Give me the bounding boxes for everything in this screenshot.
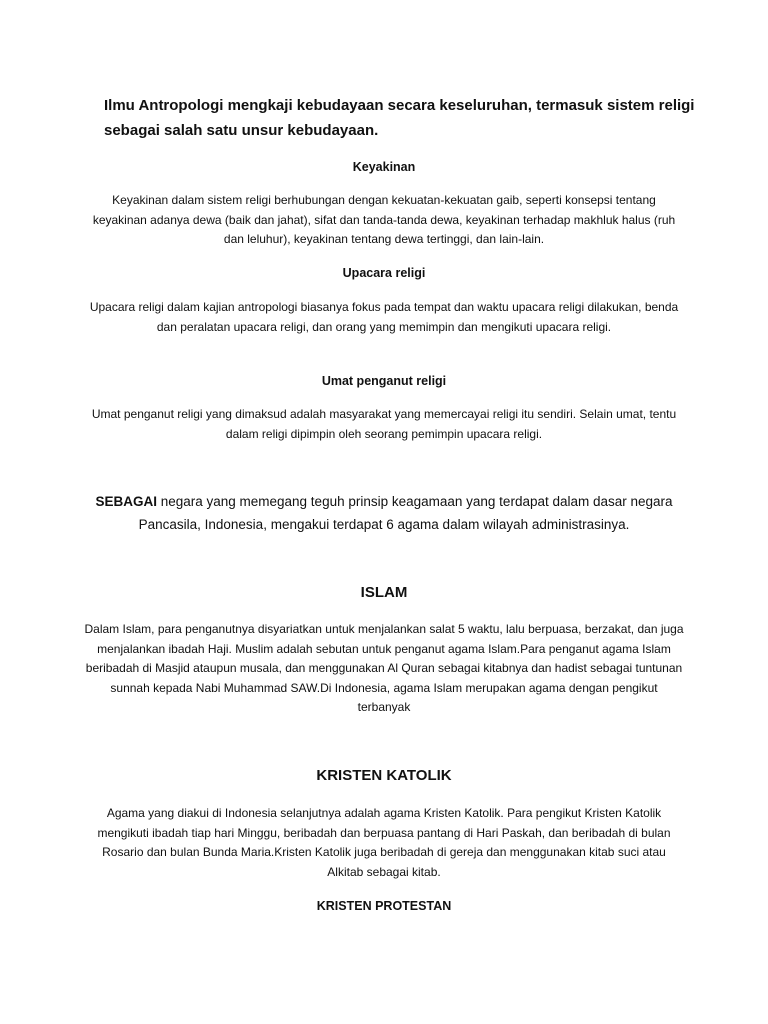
paragraph-sebagai xyxy=(84,490,684,536)
heading-kristen-protestan: KRISTEN PROTESTAN xyxy=(316,899,452,913)
heading-islam: ISLAM xyxy=(360,584,408,601)
paragraph-umat-penganut: Umat penganut religi yang dimaksud adalah masyarakat yang memercayai religi itu sendiri. Selain umat, tentu dalam religi dipimpin oleh seorang pemimpin upacara religi. xyxy=(91,407,677,441)
heading-keyakinan: Keyakinan xyxy=(352,160,416,174)
intro-paragraph: Ilmu Antropologi mengkaji kebudayaan secara keseluruhan, termasuk sistem religi sebagai salah satu unsur kebudayaan. xyxy=(104,97,695,139)
sebagai-rest: negara yang memegang teguh prinsip keagamaan yang terdapat dalam dasar negara Pancasila, Indonesia, mengakui terdapat 6 agama dalam wilayah administrasinya. xyxy=(138,494,673,532)
paragraph-kristen-katolik: Agama yang diakui di Indonesia selanjutnya adalah agama Kristen Katolik. Para pengikut Kristen Katolik mengikuti ibadah tiap hari Minggu, beribadah dan berpuasa pantang di Hari Paskah, dan beribadah di bulan Rosario dan bulan Bunda Maria.Kristen Katolik juga beribadah di gereja dan menggunakan kitab suci atau Alkitab sebagai kitab. xyxy=(97,806,671,879)
sebagai-lead: SEBAGAI xyxy=(95,494,157,509)
paragraph-upacara-religi: Upacara religi dalam kajian antropologi biasanya fokus pada tempat dan waktu upacara religi dilakukan, benda dan peralatan upacara religi, dan orang yang memimpin dan mengikuti upacara religi. xyxy=(89,300,679,334)
heading-umat-penganut: Umat penganut religi xyxy=(321,374,447,388)
heading-kristen-katolik: KRISTEN KATOLIK xyxy=(316,767,452,784)
heading-upacara-religi: Upacara religi xyxy=(342,266,426,280)
paragraph-islam: Dalam Islam, para penganutnya disyariatkan untuk menjalankan salat 5 waktu, lalu berpuasa, berzakat, dan juga menjalankan ibadah Haji. Muslim adalah sebutan untuk penganut agama Islam.Para penganut agama Islam beribadah di Masjid ataupun musala, dan menggunakan Al Quran sebagai kitabnya dan hadist sebagai tuntunan sunnah kepada Nabi Muhammad SAW.Di Indonesia, agama Islam merupakan agama dengan pengikut terbanyak xyxy=(84,622,684,714)
paragraph-keyakinan: Keyakinan dalam sistem religi berhubungan dengan kekuatan-kekuatan gaib, seperti konsepsi tentang keyakinan adanya dewa (baik dan jahat), sifat dan tanda-tanda dewa, keyakinan terhadap makhluk halus (ruh dan leluhur), keyakinan tentang dewa tertinggi, dan lain-lain. xyxy=(92,193,676,246)
